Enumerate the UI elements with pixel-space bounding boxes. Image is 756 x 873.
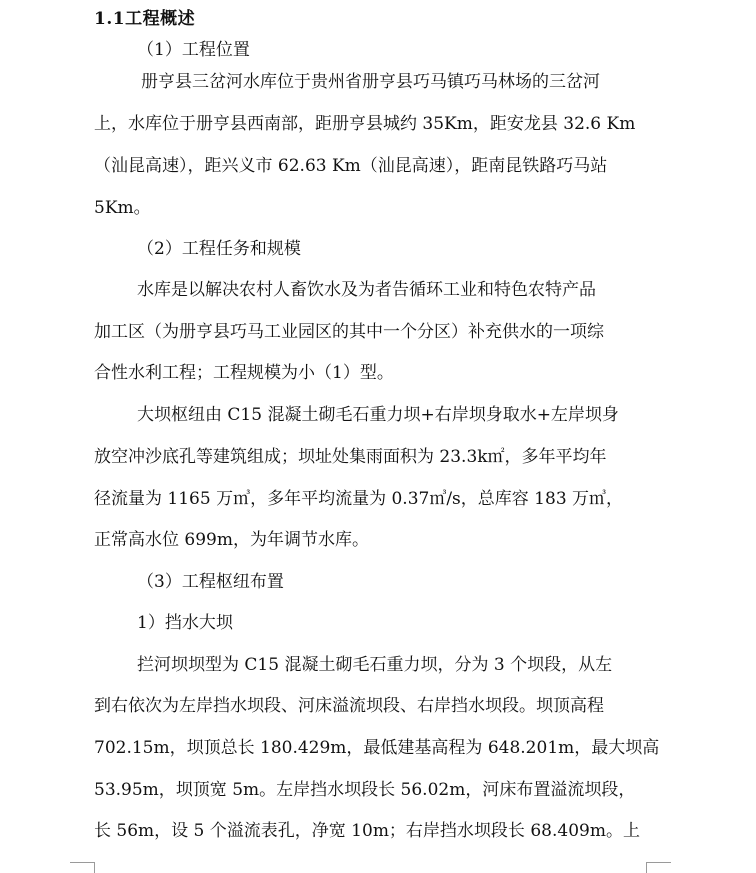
hub-line-4: 正常高水位 699m，为年调节水库。: [94, 530, 369, 550]
task-line-1: 水库是以解决农村人畜饮水及为者告循环工业和特色农特产品: [137, 280, 596, 300]
task-line-2: 加工区（为册亨县巧马工业园区的其中一个分区）补充供水的一项综: [94, 322, 604, 342]
page-corner-left: [70, 862, 95, 873]
location-heading: （1）工程位置: [137, 40, 250, 60]
section-title: 1.1工程概述: [94, 9, 196, 29]
location-line-2: 上，水库位于册亨县西南部，距册亨县城约 35Km，距安龙县 32.6 Km: [94, 114, 636, 134]
page-corner-right: [646, 862, 671, 873]
dam-line-4: 53.95m，坝顶宽 5m。左岸挡水坝段长 56.02m，河床布置溢流坝段，: [94, 780, 636, 800]
location-line-4: 5Km。: [94, 198, 151, 218]
task-heading: （2）工程任务和规模: [137, 239, 301, 259]
location-line-3: （汕昆高速），距兴义市 62.63 Km（汕昆高速），距南昆铁路巧马站: [94, 156, 608, 176]
dam-line-5: 长 56m，设 5 个溢流表孔，净宽 10m；右岸挡水坝段长 68.409m。上: [94, 821, 640, 841]
dam-line-3: 702.15m，坝顶总长 180.429m，最低建基高程为 648.201m，最大坝高: [94, 738, 660, 758]
task-line-3: 合性水利工程；工程规模为小（1）型。: [94, 363, 394, 383]
dam-line-1: 拦河坝坝型为 C15 混凝土砌毛石重力坝，分为 3 个坝段，从左: [137, 655, 613, 675]
dam-line-2: 到右依次为左岸挡水坝段、河床溢流坝段、右岸挡水坝段。坝顶高程: [94, 696, 604, 716]
location-line-1: 册亨县三岔河水库位于贵州省册亨县巧马镇巧马林场的三岔河: [141, 72, 600, 92]
hub-line-2: 放空冲沙底孔等建筑组成；坝址处集雨面积为 23.3k㎡，多年平均年: [94, 447, 607, 467]
hub-line-1: 大坝枢纽由 C15 混凝土砌毛石重力坝+右岸坝身取水+左岸坝身: [137, 405, 619, 425]
dam-heading: 1）挡水大坝: [137, 613, 233, 633]
layout-heading: （3）工程枢纽布置: [137, 572, 284, 592]
hub-line-3: 径流量为 1165 万㎥，多年平均流量为 0.37㎥/s，总库容 183 万㎥，: [94, 489, 624, 509]
